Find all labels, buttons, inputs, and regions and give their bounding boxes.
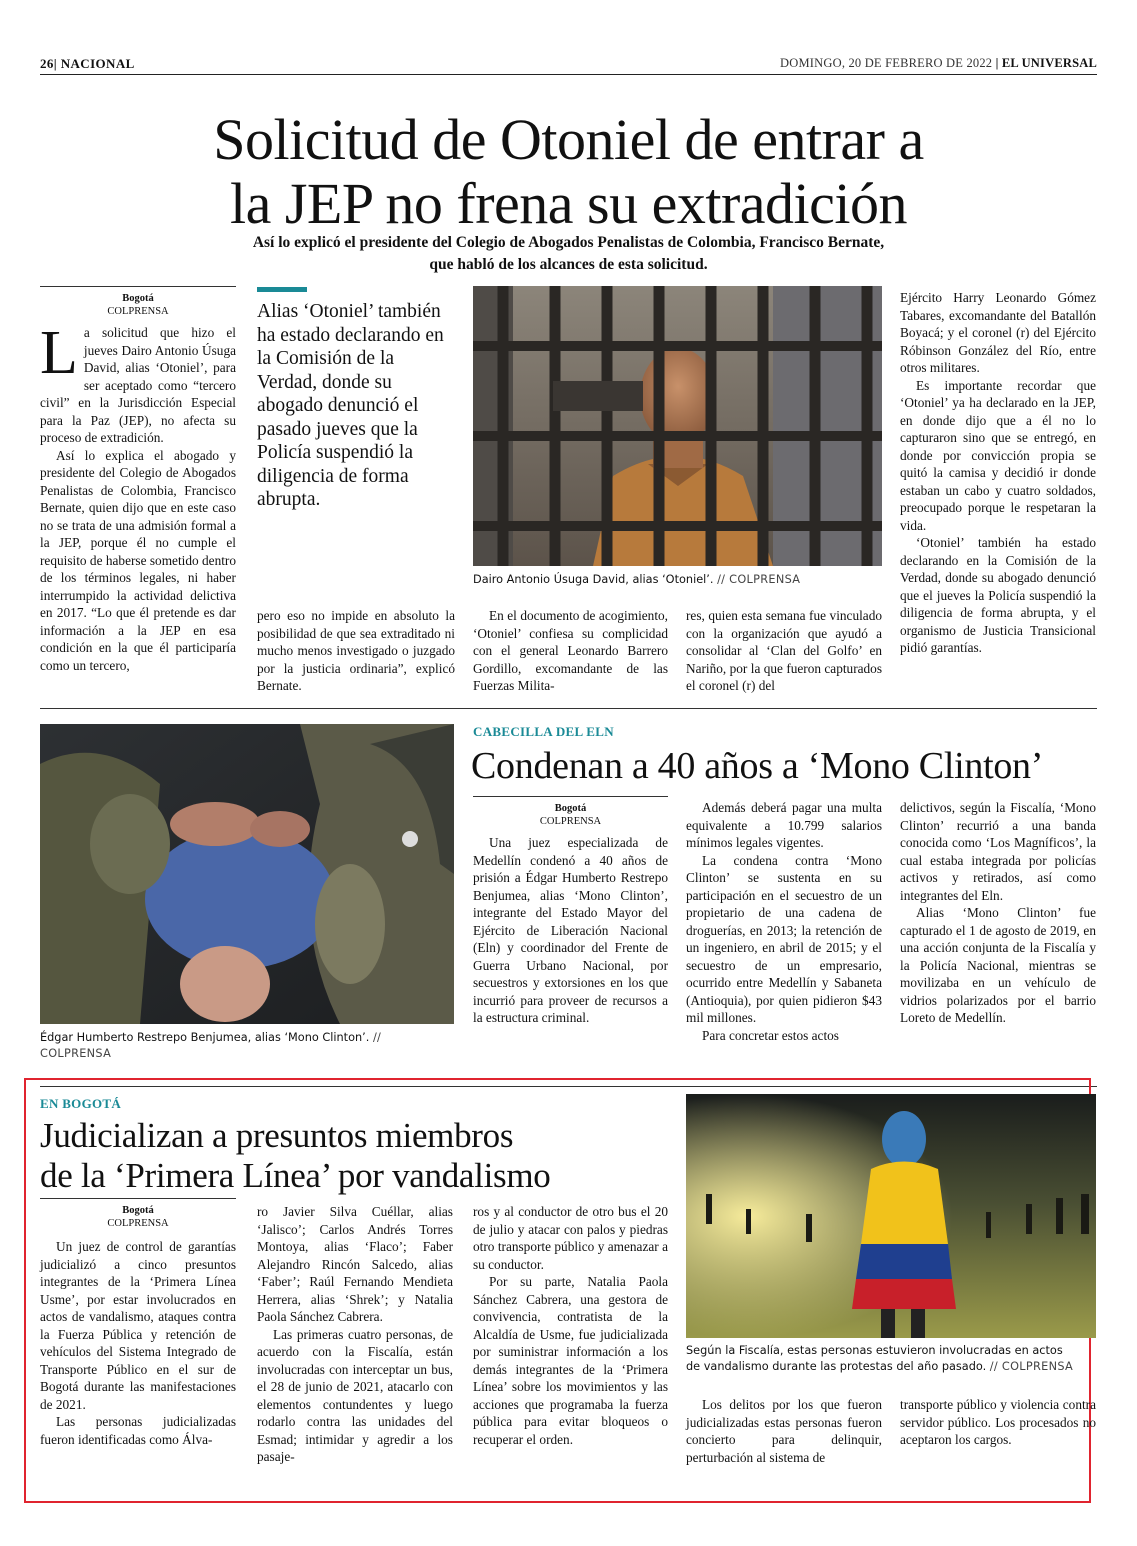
article2-byline-rule bbox=[473, 796, 668, 797]
article1-col2-text: pero eso no impide en absoluto la posibilidad de que sea extraditado ni mucho menos investigado o juzgado por la justicia ordinaria”, explicó Bernate. bbox=[257, 608, 455, 693]
mono-clinton-photo bbox=[40, 724, 454, 1024]
article1-col3: En el documento de acogimiento, ‘Otoniel’ confiesa su complicidad con el general Leonardo Barrero Gordillo, excomandante de las Fuerzas Milita- bbox=[473, 608, 668, 693]
otoniel-photo-image bbox=[473, 286, 882, 566]
header-paper: EL UNIVERSAL bbox=[1001, 56, 1097, 70]
article3-col3: ros y al conductor de otro bus el 20 de julio y atacar con palos y piedras otro transporte público y amenazar a su conductor. Por su parte, Natalia Paola Sánchez Cabrera, una gestora de convivencia, contratista de la Alcaldía de Usme, fue judicializada por suministrar información a los demás integrantes de la ‘Primera Línea’ sobre los movimientos y las acciones que programaba la fuerza pública para evitar bloqueos o recuperar el orden. bbox=[473, 1204, 668, 1447]
article1-subtitle bbox=[40, 232, 1097, 276]
header-separator: | bbox=[995, 56, 999, 70]
mono-clinton-caption: Édgar Humberto Restrepo Benjumea, alias ‘Mono Clinton’. // COLPRENSA bbox=[40, 1031, 382, 1060]
byline-city: Bogotá bbox=[554, 803, 587, 814]
article1-title-line1: Solicitud de Otoniel de entrar a bbox=[213, 107, 924, 172]
page-section: 26| NACIONAL bbox=[40, 56, 135, 71]
article1-col5: Ejército Harry Leonardo Gómez Tabares, excomandante del Batallón Boyacá; y el coronel (r) del Ejército Róbinson González del Río, entre otros militares. Es importante recordar que ‘Otoniel’ ya ha declarado en la JEP, en donde dijo que a él no lo capturaron sino que se entregó, en donde por convicción propia se quitó la camisa y decidió ir donde estaban un cabo y cuatro soldados, preocupado porque le respetaran la vida. ‘Otoniel’ también ha estado declarando en la Comisión de la Verdad, donde su abogado denunció que el jueves la Policía suspendió la diligencia de forma abrupta, y el organismo de Justicia Transicional pidió garantías. bbox=[900, 290, 1096, 655]
article1-pullquote: Alias ‘Otoniel’ también ha estado declarando en la Comisión de la Verdad, donde su abogado denunció el pasado jueves que la Policía suspendió la diligencia de forma abrupta. bbox=[257, 301, 444, 510]
byline-city: Bogotá bbox=[122, 1205, 154, 1216]
article3-title-line2: de la ‘Primera Línea’ por vandalismo bbox=[40, 1156, 551, 1195]
article1-byline bbox=[40, 292, 236, 318]
article1-p1: La solicitud que hizo el jueves Dairo Antonio Úsuga David, alias ‘Otoniel’, para ser aceptado como “tercero civil” en la Jurisdicción Especial para la Paz (JEP), no afecta su proceso de extradición. bbox=[40, 319, 236, 445]
article1-p2: Así lo explica el abogado y presidente del Colegio de Abogados Penalistas de Colombia, Francisco Bernate, quien dijo que en este caso no se trata de una admisión formal a la JEP, porque él no cumple el requisito de haberse sometido dentro de los términos legales, ni haber interrumpido la actividad delictiva en 2017. “Lo que él pretende es dar información a la JEP en esa condición en la que él participaría como un tercero, bbox=[40, 447, 236, 673]
article1-byline-rule bbox=[40, 286, 236, 287]
article1-subtitle-line1: Así lo explicó el presidente del Colegio de Abogados Penalistas de Colombia, Francisco Bernate, bbox=[252, 234, 885, 251]
article1-col4: res, quien esta semana fue vinculado con la organización que ayudó a consolidar al ‘Clan del Golfo’ en Nariño, por la que fueron capturados el coronel (r) del bbox=[686, 608, 882, 693]
otoniel-photo-caption: Dairo Antonio Úsuga David, alias ‘Otoniel’. // COLPRENSA bbox=[473, 573, 801, 586]
dropcap: L bbox=[40, 319, 78, 387]
article3-col4: Los delitos por los que fueron judicializadas estas personas fueron concierto para delinquir, perturbación al sistema de bbox=[686, 1397, 882, 1465]
article2-col3: delictivos, según la Fiscalía, ‘Mono Clinton’ recurrió a una banda conocida como ‘Los Magníficos’, la cual estaba integrada por policías activos y retirados, así como integrantes del Eln. Alias ‘Mono Clinton’ fue capturado el 1 de agosto de 2019, en una acción conjunta de la Fiscalía y la Policía Nacional, mientras se movilizaba en un vehículo de vidrios polarizados por el barrio Loreto de Medellín. bbox=[900, 800, 1096, 1025]
mono-clinton-photo-image bbox=[40, 724, 454, 1024]
otoniel-photo bbox=[473, 286, 882, 566]
photo-credit: // COLPRENSA bbox=[717, 573, 801, 586]
article2-col2: Además deberá pagar una multa equivalente a 10.799 salarios mínimos legales vigentes. La condena contra ‘Mono Clinton’ se sustenta en su participación en el secuestro de un propietario de una cadena de droguerías, en 2013; la retención de un ingeniero, en abril de 2015; y el secuestro de un empresario, ocurrido entre Medellín y Sabaneta (Antioquia), por quien pidieron $43 mil millones. Para concretar estos actos bbox=[686, 800, 882, 1043]
article2-col1: Una juez especializada de Medellín condenó a 40 años de prisión a Édgar Humberto Restrepo Benjumea, alias ‘Mono Clinton’, integrante del Estado Mayor del Ejército de Liberación Nacional (Eln) y coordinador del Frente de Guerra Urbano Nacional, por secuestros y extorsiones en los que incurrió para proveer de recursos a la estructura criminal. bbox=[473, 835, 668, 1025]
byline-city: Bogotá bbox=[122, 293, 154, 304]
article2-kicker: CABECILLA DEL ELN bbox=[473, 724, 614, 739]
protest-photo-caption: Según la Fiscalía, estas personas estuvieron involucradas en actos de vandalismo durante las protestas del año pasado. // COLPRENSA bbox=[686, 1344, 1074, 1373]
article1-col1 bbox=[40, 319, 236, 674]
article2-byline bbox=[473, 802, 668, 828]
protest-photo-image bbox=[686, 1094, 1096, 1338]
byline-agency: COLPRENSA bbox=[539, 816, 602, 827]
article1-subtitle-line2: que habló de los alcances de esta solicitud. bbox=[429, 256, 708, 273]
byline-agency: COLPRENSA bbox=[107, 306, 169, 317]
article3-kicker: EN BOGOTÁ bbox=[40, 1096, 122, 1111]
byline-agency: COLPRENSA bbox=[107, 1218, 169, 1229]
article1-title-line2: la JEP no frena su extradición bbox=[229, 171, 908, 236]
article3-col5: transporte público y violencia contra servidor público. Los procesados no aceptaron los cargos. bbox=[900, 1397, 1096, 1447]
pullquote-accent-bar bbox=[257, 287, 307, 292]
article1-title bbox=[40, 108, 1097, 236]
photo-credit: // COLPRENSA bbox=[40, 1031, 382, 1060]
article2-title: Condenan a 40 años a ‘Mono Clinton’ bbox=[471, 745, 1044, 787]
article3-col2: ro Javier Silva Cuéllar, alias ‘Jalisco’; Carlos Andrés Torres Montoya, alias ‘Flaco’; Faber Alejandro Rincón Salcedo, alias ‘Faber’; Raúl Fernando Mendieta Herrera, alias ‘Shrek’; y Natalia Paola Sánchez Cabrera. Las primeras cuatro personas, de acuerdo con la Fiscalía, están involucradas con interceptar un bus, el 28 de junio de 2021, atacarlo con elementos contundentes y luego rodarlo contra las unidades del Esmad; intimidar y agredir a los pasaje- bbox=[257, 1204, 453, 1464]
protest-photo bbox=[686, 1094, 1096, 1338]
article3-byline-rule bbox=[40, 1198, 236, 1199]
article3-byline bbox=[40, 1204, 236, 1230]
header-right bbox=[780, 56, 1097, 71]
article3-title bbox=[40, 1116, 670, 1196]
page-header bbox=[40, 56, 1097, 74]
photo-credit: // COLPRENSA bbox=[989, 1360, 1074, 1373]
section-divider-1 bbox=[40, 708, 1097, 709]
article3-col1: Un juez de control de garantías judicializó a cinco presuntos integrantes de la ‘Primera Línea Usme’, por estar involucrados en actos de vandalismo, ataques contra la Fuerza Pública y retención de vehículos del Sistema Integrado de Transporte Público en el sur de Bogotá durante las manifestaciones de 2021. Las personas judicializadas fueron identificadas como Álva- bbox=[40, 1239, 236, 1447]
article3-title-line1: Judicializan a presuntos miembros bbox=[40, 1116, 514, 1155]
header-rule bbox=[40, 74, 1097, 75]
header-date: DOMINGO, 20 DE FEBRERO DE 2022 bbox=[780, 56, 993, 70]
